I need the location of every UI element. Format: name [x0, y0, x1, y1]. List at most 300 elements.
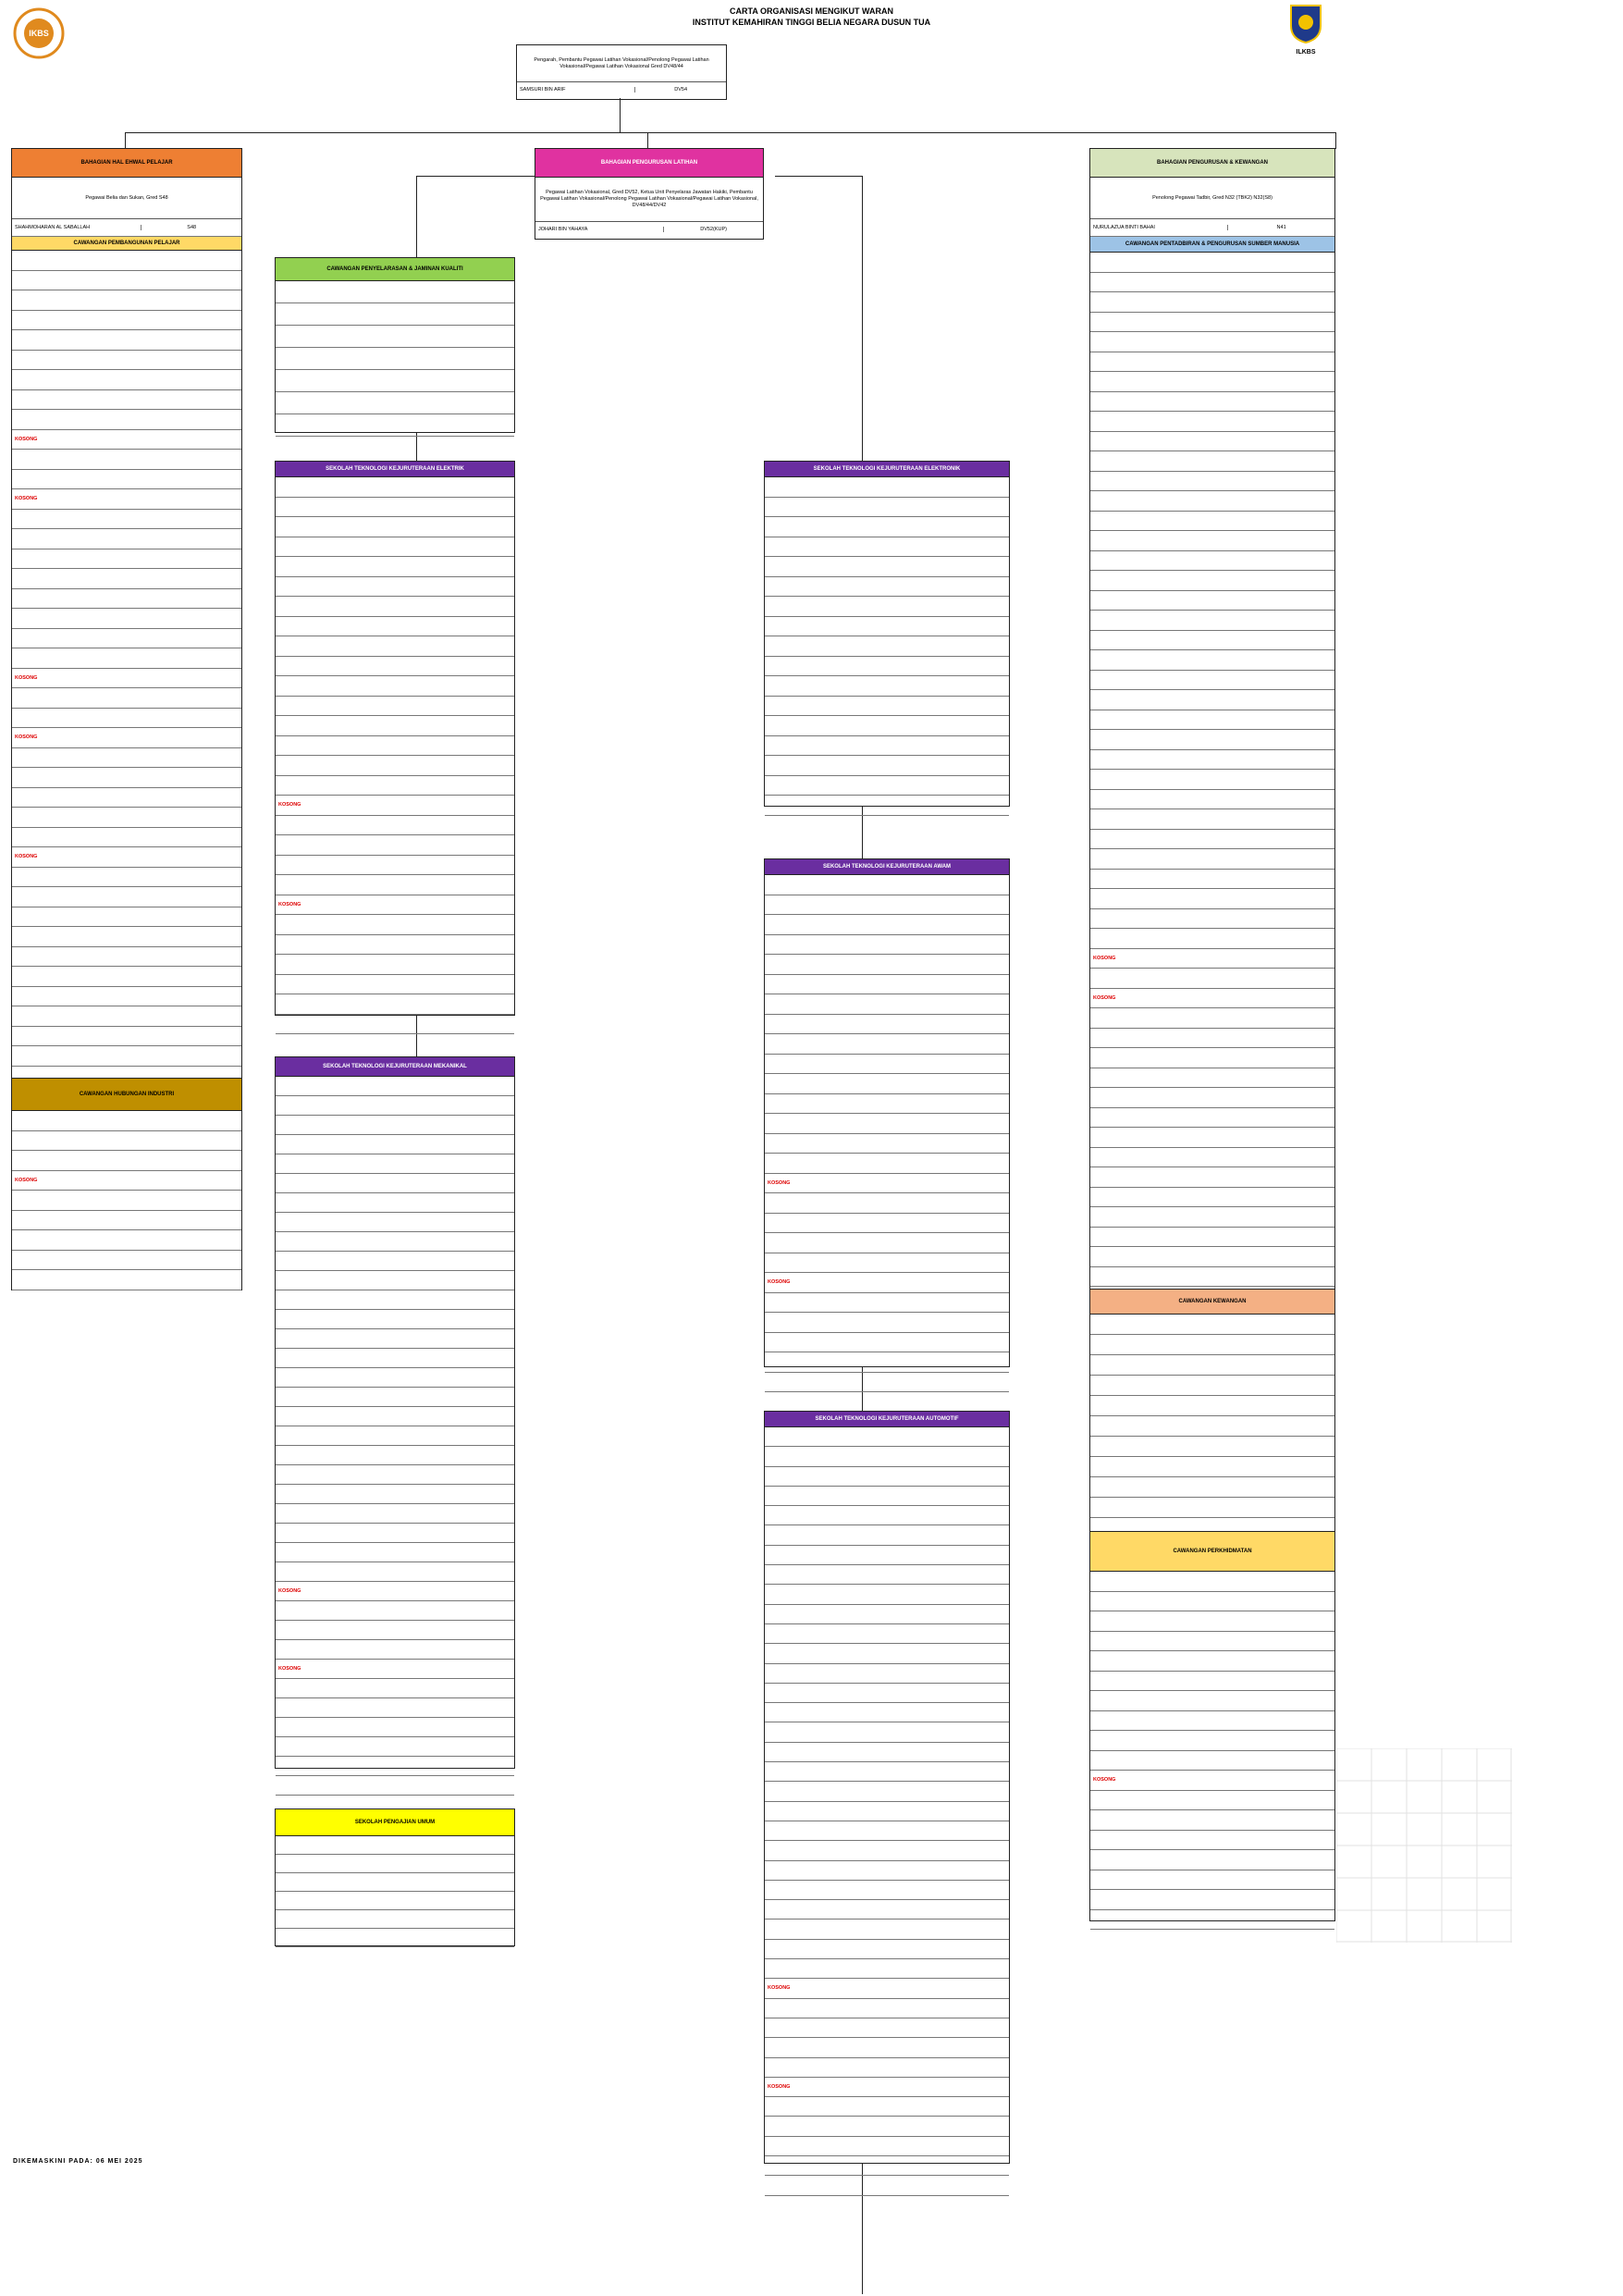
placeholder-row — [1090, 491, 1334, 512]
penyelarasan-box — [275, 257, 515, 433]
placeholder-row — [1090, 313, 1334, 333]
placeholder-row — [765, 1821, 1009, 1841]
placeholder-row — [765, 2137, 1009, 2156]
placeholder-row — [1090, 1148, 1334, 1168]
placeholder-row — [1090, 1188, 1334, 1208]
placeholder-row — [12, 868, 241, 888]
placeholder-row — [765, 1546, 1009, 1565]
placeholder-row — [276, 1368, 514, 1388]
placeholder-row — [765, 1293, 1009, 1314]
placeholder-row — [1090, 989, 1334, 1009]
placeholder-row — [276, 776, 514, 796]
placeholder-row — [765, 697, 1009, 717]
placeholder-row — [276, 1426, 514, 1446]
placeholder-row — [765, 2117, 1009, 2136]
automotif-box — [764, 1411, 1010, 2164]
section-mekanikal: SEKOLAH TEKNOLOGI KEJURUTERAAN MEKANIKAL — [276, 1057, 514, 1077]
section-elektrik: SEKOLAH TEKNOLOGI KEJURUTERAAN ELEKTRIK — [276, 462, 514, 477]
placeholder-row — [765, 1114, 1009, 1134]
placeholder-row — [765, 875, 1009, 895]
placeholder-row — [1090, 1267, 1334, 1288]
placeholder-row — [276, 1213, 514, 1232]
placeholder-row — [1090, 1247, 1334, 1267]
placeholder-row — [1090, 551, 1334, 572]
placeholder-row — [276, 1116, 514, 1135]
director-grade: DV54 — [634, 87, 726, 93]
placeholder-row — [765, 1802, 1009, 1821]
kewangan-box — [1089, 1289, 1335, 1533]
row-name: KOSONG — [1093, 1777, 1116, 1784]
placeholder-row — [1090, 1029, 1334, 1049]
placeholder-row — [276, 303, 514, 326]
placeholder-row — [1090, 472, 1334, 492]
bpl-desc: Pegawai Latihan Vokasional, Gred DV52, Ketua Unit Penyelaras Jawatan Hakiki, Pembantu Pegawai Latihan Vokasional/Penolong Pegawai Latihan Vokasional/Pegawai Latihan Vokasional, DV48/44/DV42 — [535, 178, 763, 222]
section-pentadbiran: CAWANGAN PENTADBIRAN & PENGURUSAN SUMBER MANUSIA — [1090, 237, 1334, 253]
placeholder-row — [765, 2018, 1009, 2038]
placeholder-row — [276, 1310, 514, 1329]
placeholder-row — [12, 748, 241, 769]
bpl-title: BAHAGIAN PENGURUSAN LATIHAN — [535, 149, 763, 178]
placeholder-row — [765, 1979, 1009, 1998]
placeholder-row — [1090, 1315, 1334, 1335]
placeholder-row — [12, 1251, 241, 1271]
section-pengajian-umum: SEKOLAH PENGAJIAN UMUM — [276, 1809, 514, 1836]
placeholder-row — [12, 1230, 241, 1251]
page-title — [0, 6, 1623, 28]
mekanikal-rows — [276, 1077, 514, 1796]
placeholder-row — [1090, 1498, 1334, 1518]
placeholder-row — [1090, 631, 1334, 651]
placeholder-row — [276, 1698, 514, 1718]
section-perkhidmatan: CAWANGAN PERKHIDMATAN — [1090, 1532, 1334, 1572]
placeholder-row — [1090, 1396, 1334, 1416]
placeholder-row — [765, 1525, 1009, 1545]
placeholder-row — [1090, 332, 1334, 352]
placeholder-row — [1090, 1167, 1334, 1188]
bpl-head-name: JOHARI BIN YAHAYA — [538, 227, 588, 232]
placeholder-row — [1090, 1850, 1334, 1870]
placeholder-row — [1090, 929, 1334, 949]
placeholder-row — [12, 410, 241, 430]
hep-rows — [12, 251, 241, 1205]
placeholder-row — [12, 569, 241, 589]
placeholder-row — [1090, 1651, 1334, 1672]
title-line-1: CARTA ORGANISASI MENGIKUT WARAN — [730, 6, 893, 16]
placeholder-row — [276, 636, 514, 657]
placeholder-row — [765, 1999, 1009, 2018]
row-name: KOSONG — [768, 1179, 791, 1186]
placeholder-row — [276, 756, 514, 776]
placeholder-row — [765, 955, 1009, 975]
bpk-title: BAHAGIAN PENGURUSAN & KEWANGAN — [1090, 149, 1334, 178]
placeholder-row — [1090, 451, 1334, 472]
placeholder-row — [276, 1836, 514, 1855]
placeholder-row — [1090, 571, 1334, 591]
hep-desc: Pegawai Belia dan Sukan, Gred S48 — [12, 178, 241, 219]
placeholder-row — [765, 1959, 1009, 1979]
kewangan-rows — [1090, 1315, 1334, 1538]
placeholder-row — [1090, 1128, 1334, 1148]
placeholder-row — [765, 577, 1009, 598]
placeholder-row — [1090, 949, 1334, 969]
placeholder-row — [765, 2156, 1009, 2176]
placeholder-row — [765, 1841, 1009, 1860]
hubungan-industri-box — [11, 1078, 242, 1290]
placeholder-row — [276, 477, 514, 498]
placeholder-row — [1090, 591, 1334, 611]
placeholder-row — [1090, 1457, 1334, 1477]
hubungan-rows — [12, 1111, 241, 1290]
placeholder-row — [12, 489, 241, 510]
placeholder-row — [1090, 1376, 1334, 1396]
placeholder-row — [1090, 1890, 1334, 1910]
placeholder-row — [765, 1703, 1009, 1722]
placeholder-row — [765, 1940, 1009, 1959]
placeholder-row — [1090, 611, 1334, 631]
placeholder-row — [12, 927, 241, 947]
placeholder-row — [276, 1524, 514, 1543]
director-desc: Pengarah, Pembantu Pegawai Latihan Vokasional/Penolong Pegawai Latihan Vokasional/Pegawai Latihan Vokasional Gred DV48/44 — [517, 45, 726, 82]
placeholder-row — [765, 1684, 1009, 1703]
placeholder-row — [1090, 392, 1334, 413]
placeholder-row — [1090, 1416, 1334, 1437]
row-name: KOSONG — [768, 1279, 791, 1286]
connector — [620, 98, 621, 133]
placeholder-row — [12, 1191, 241, 1211]
placeholder-row — [276, 935, 514, 956]
placeholder-row — [276, 1015, 514, 1035]
placeholder-row — [12, 1046, 241, 1067]
placeholder-row — [276, 1601, 514, 1621]
placeholder-row — [276, 597, 514, 617]
placeholder-row — [1090, 770, 1334, 790]
placeholder-row — [12, 251, 241, 271]
placeholder-row — [765, 1782, 1009, 1801]
director-box — [516, 44, 727, 100]
row-name: KOSONG — [1093, 994, 1116, 1001]
placeholder-row — [1090, 1572, 1334, 1592]
placeholder-row — [1090, 1228, 1334, 1248]
pengajian-umum-rows — [276, 1836, 514, 1947]
section-pembangunan: CAWANGAN PEMBANGUNAN PELAJAR — [12, 237, 241, 251]
placeholder-row — [765, 1273, 1009, 1293]
placeholder-row — [276, 856, 514, 876]
section-kewangan: CAWANGAN KEWANGAN — [1090, 1290, 1334, 1315]
placeholder-row — [1090, 512, 1334, 532]
placeholder-row — [1090, 909, 1334, 930]
row-name: KOSONG — [15, 496, 38, 502]
placeholder-row — [1090, 1632, 1334, 1652]
placeholder-row — [1090, 690, 1334, 710]
placeholder-row — [12, 330, 241, 351]
placeholder-row — [12, 1270, 241, 1290]
placeholder-row — [276, 537, 514, 558]
placeholder-row — [1090, 1207, 1334, 1228]
placeholder-row — [765, 477, 1009, 498]
placeholder-row — [276, 1271, 514, 1290]
placeholder-row — [765, 537, 1009, 558]
placeholder-row — [12, 688, 241, 709]
placeholder-row — [765, 716, 1009, 736]
pentadbiran-rows — [1090, 253, 1334, 1307]
placeholder-row — [12, 271, 241, 291]
placeholder-row — [765, 994, 1009, 1015]
placeholder-row — [276, 1679, 514, 1698]
placeholder-row — [765, 1565, 1009, 1585]
placeholder-row — [12, 1151, 241, 1171]
connector — [416, 176, 536, 177]
placeholder-row — [276, 875, 514, 895]
row-name: KOSONG — [15, 674, 38, 681]
placeholder-row — [276, 370, 514, 392]
placeholder-row — [276, 1892, 514, 1910]
row-name: KOSONG — [278, 901, 301, 907]
placeholder-row — [1090, 1751, 1334, 1771]
placeholder-row — [765, 1074, 1009, 1094]
placeholder-row — [1090, 790, 1334, 810]
placeholder-row — [276, 1329, 514, 1349]
placeholder-row — [12, 351, 241, 371]
placeholder-row — [276, 1096, 514, 1116]
placeholder-row — [1090, 1611, 1334, 1632]
bpl-box — [535, 148, 764, 240]
placeholder-row — [12, 907, 241, 928]
placeholder-row — [765, 1015, 1009, 1035]
placeholder-row — [276, 1543, 514, 1562]
elektrik-rows — [276, 477, 514, 1034]
placeholder-row — [765, 1762, 1009, 1782]
placeholder-row — [1090, 710, 1334, 731]
placeholder-row — [1090, 1437, 1334, 1457]
bpk-desc: Penolong Pegawai Tadbir, Gred N32 (TBK2) N32(S8) — [1090, 178, 1334, 219]
placeholder-row — [276, 281, 514, 303]
placeholder-row — [1090, 1335, 1334, 1355]
right-logo — [1285, 4, 1326, 61]
placeholder-row — [276, 1718, 514, 1737]
placeholder-row — [12, 370, 241, 390]
row-name: KOSONG — [768, 2083, 791, 2090]
placeholder-row — [765, 2078, 1009, 2097]
hep-title: BAHAGIAN HAL EHWAL PELAJAR — [12, 149, 241, 178]
awam-rows — [765, 875, 1009, 1392]
section-penyelarasan: CAWANGAN PENYELARASAN & JAMINAN KUALITI — [276, 258, 514, 281]
placeholder-row — [1090, 1910, 1334, 1931]
placeholder-row — [765, 1900, 1009, 1920]
placeholder-row — [12, 669, 241, 689]
empty-grid — [1336, 1748, 1512, 1943]
placeholder-row — [12, 847, 241, 868]
placeholder-row — [1090, 1672, 1334, 1692]
placeholder-row — [276, 1077, 514, 1096]
placeholder-row — [276, 697, 514, 717]
placeholder-row — [276, 517, 514, 537]
row-name: KOSONG — [278, 1666, 301, 1672]
placeholder-row — [1090, 1355, 1334, 1376]
placeholder-row — [12, 808, 241, 828]
placeholder-row — [765, 2058, 1009, 2078]
placeholder-row — [12, 1027, 241, 1047]
placeholder-row — [276, 975, 514, 995]
placeholder-row — [276, 1910, 514, 1929]
placeholder-row — [765, 1174, 1009, 1194]
placeholder-row — [276, 1929, 514, 1947]
placeholder-row — [276, 1562, 514, 1582]
section-awam: SEKOLAH TEKNOLOGI KEJURUTERAAN AWAM — [765, 859, 1009, 875]
placeholder-row — [276, 348, 514, 370]
placeholder-row — [12, 311, 241, 331]
placeholder-row — [276, 796, 514, 816]
placeholder-row — [765, 1352, 1009, 1373]
placeholder-row — [276, 1290, 514, 1310]
elektronik-box — [764, 461, 1010, 807]
placeholder-row — [12, 1111, 241, 1131]
placeholder-row — [765, 1920, 1009, 1939]
placeholder-row — [1090, 253, 1334, 273]
placeholder-row — [276, 1388, 514, 1407]
placeholder-row — [12, 390, 241, 411]
placeholder-row — [12, 529, 241, 549]
placeholder-row — [765, 1861, 1009, 1881]
placeholder-row — [276, 816, 514, 836]
placeholder-row — [765, 915, 1009, 935]
bpl-head-grade: DV52(KUP) — [663, 227, 763, 232]
placeholder-row — [1090, 1477, 1334, 1498]
placeholder-row — [765, 1214, 1009, 1234]
placeholder-row — [1090, 830, 1334, 850]
placeholder-row — [765, 1605, 1009, 1624]
placeholder-row — [12, 887, 241, 907]
placeholder-row — [765, 1034, 1009, 1055]
row-name: KOSONG — [278, 802, 301, 809]
placeholder-row — [276, 577, 514, 598]
placeholder-row — [276, 1873, 514, 1892]
placeholder-row — [765, 1373, 1009, 1393]
placeholder-row — [765, 557, 1009, 577]
placeholder-row — [1090, 809, 1334, 830]
section-automotif: SEKOLAH TEKNOLOGI KEJURUTERAAN AUTOMOTIF — [765, 1412, 1009, 1427]
placeholder-row — [1090, 1771, 1334, 1791]
section-elektronik: SEKOLAH TEKNOLOGI KEJURUTERAAN ELEKTRONIK — [765, 462, 1009, 477]
placeholder-row — [765, 1487, 1009, 1506]
placeholder-row — [12, 1006, 241, 1027]
placeholder-row — [765, 1193, 1009, 1214]
placeholder-row — [276, 676, 514, 697]
placeholder-row — [765, 1664, 1009, 1684]
placeholder-row — [765, 617, 1009, 637]
awam-box — [764, 858, 1010, 1367]
placeholder-row — [765, 636, 1009, 657]
placeholder-row — [765, 2097, 1009, 2117]
row-name: KOSONG — [1093, 955, 1116, 961]
placeholder-row — [1090, 1870, 1334, 1891]
placeholder-row — [1090, 1068, 1334, 1089]
placeholder-row — [765, 657, 1009, 677]
placeholder-row — [1090, 1108, 1334, 1129]
placeholder-row — [765, 1644, 1009, 1663]
placeholder-row — [765, 796, 1009, 816]
placeholder-row — [12, 709, 241, 729]
placeholder-row — [1090, 1791, 1334, 1811]
placeholder-row — [1090, 1731, 1334, 1751]
right-logo-label: ILKBS — [1296, 49, 1316, 56]
placeholder-row — [765, 1743, 1009, 1762]
hep-head-grade: S48 — [141, 225, 241, 230]
placeholder-row — [276, 1154, 514, 1174]
placeholder-row — [12, 828, 241, 848]
placeholder-row — [276, 1485, 514, 1504]
placeholder-row — [765, 1154, 1009, 1174]
placeholder-row — [1090, 730, 1334, 750]
bpk-head-name: NURULAZUA BINTI BAHAI — [1093, 225, 1155, 230]
placeholder-row — [276, 1232, 514, 1252]
placeholder-row — [765, 597, 1009, 617]
automotif-rows — [765, 1427, 1009, 2196]
placeholder-row — [1090, 531, 1334, 551]
placeholder-row — [765, 776, 1009, 796]
title-line-2: INSTITUT KEMAHIRAN TINGGI BELIA NEGARA DUSUN TUA — [692, 18, 931, 27]
placeholder-row — [12, 728, 241, 748]
director-name: SAMSURI BIN ARIF — [520, 87, 566, 93]
bpk-head-grade: N41 — [1227, 225, 1334, 230]
placeholder-row — [765, 1585, 1009, 1604]
placeholder-row — [765, 1427, 1009, 1447]
placeholder-row — [765, 2176, 1009, 2195]
placeholder-row — [276, 1621, 514, 1640]
placeholder-row — [12, 609, 241, 629]
placeholder-row — [12, 1171, 241, 1191]
placeholder-row — [1090, 750, 1334, 771]
placeholder-row — [765, 1624, 1009, 1644]
placeholder-row — [1090, 1810, 1334, 1831]
placeholder-row — [1090, 969, 1334, 989]
placeholder-row — [276, 498, 514, 518]
placeholder-row — [765, 736, 1009, 757]
placeholder-row — [276, 1757, 514, 1776]
placeholder-row — [765, 895, 1009, 916]
placeholder-row — [1090, 432, 1334, 452]
placeholder-row — [276, 1640, 514, 1660]
placeholder-row — [276, 414, 514, 437]
row-name: KOSONG — [15, 854, 38, 860]
section-hubungan-industri: CAWANGAN HUBUNGAN INDUSTRI — [12, 1079, 241, 1111]
placeholder-row — [1090, 292, 1334, 313]
placeholder-row — [1090, 1711, 1334, 1732]
mekanikal-box — [275, 1056, 515, 1769]
placeholder-row — [276, 835, 514, 856]
placeholder-row — [12, 987, 241, 1007]
elektrik-box — [275, 461, 515, 1016]
placeholder-row — [765, 1722, 1009, 1742]
placeholder-row — [765, 676, 1009, 697]
hep-head-name: SHAHMOHARAN AL SABALLAH — [15, 225, 91, 230]
row-name: KOSONG — [15, 734, 38, 741]
row-name: KOSONG — [15, 436, 38, 442]
placeholder-row — [276, 557, 514, 577]
placeholder-row — [276, 1252, 514, 1271]
perkhidmatan-box — [1089, 1531, 1335, 1921]
bpk-box — [1089, 148, 1335, 1290]
placeholder-row — [12, 430, 241, 451]
placeholder-row — [276, 392, 514, 414]
left-logo-text: IKBS — [29, 29, 49, 38]
placeholder-row — [276, 1737, 514, 1757]
placeholder-row — [765, 1881, 1009, 1900]
placeholder-row — [765, 975, 1009, 995]
placeholder-row — [1090, 849, 1334, 870]
placeholder-row — [1090, 1592, 1334, 1612]
placeholder-row — [276, 1174, 514, 1193]
placeholder-row — [765, 756, 1009, 776]
